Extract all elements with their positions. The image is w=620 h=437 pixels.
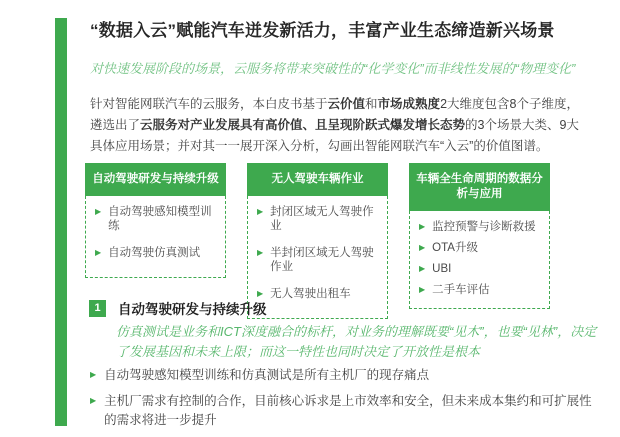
card-item — [95, 205, 220, 233]
section-number-badge: 1 — [89, 300, 106, 317]
card-item — [257, 287, 382, 301]
card-header — [247, 163, 388, 196]
bullet-arrow-icon: ▶ — [90, 370, 97, 379]
intro-segment: 和 — [365, 97, 378, 111]
card-title: 无人驾驶车辆作业 — [271, 173, 364, 185]
card-title: 车辆全生命周期的数据分析与应用 — [416, 173, 543, 200]
intro-paragraph — [90, 94, 590, 157]
card-item-label: 半封闭区域无人驾驶作业 — [270, 247, 374, 273]
section-bullets — [90, 366, 595, 437]
bullet-row — [90, 392, 595, 430]
card-header — [409, 163, 550, 211]
intro-segment: 云价值 — [327, 97, 366, 111]
card-item — [419, 241, 544, 255]
bullet-arrow-icon: ▶ — [90, 396, 97, 405]
bullet-row — [90, 366, 595, 385]
scenario-card-lifecycle-data — [409, 163, 550, 296]
card-title: 自动驾驶研发与持续升级 — [92, 173, 219, 185]
scenario-card-autonomous-rd — [85, 163, 226, 277]
card-item-label: 无人驾驶出租车 — [270, 288, 351, 300]
card-item — [257, 246, 382, 274]
card-item — [419, 283, 544, 297]
page-subtitle: 对快速发展阶段的场景，云服务将带来突破性的“化学变化”而非线性发展的“物理变化” — [90, 61, 576, 76]
scenario-cards-row — [85, 163, 550, 300]
card-body — [409, 211, 550, 309]
bullet-arrow-icon: ▶ — [419, 243, 426, 252]
card-item — [257, 205, 382, 233]
card-item-label: 自动驾驶感知模型训练 — [108, 206, 212, 232]
card-item-label: 二手车评估 — [432, 284, 490, 296]
card-header — [85, 163, 226, 196]
card-item-label: 自动驾驶仿真测试 — [108, 247, 201, 259]
intro-segment: 的3个场景大类、9大具体应用场景；并对其一一展开深入分析，勾画出智能网联汽车“入云”的价值图谱。 — [90, 118, 579, 153]
left-accent-bar — [55, 18, 67, 426]
card-item — [95, 246, 220, 260]
bullet-arrow-icon: ▶ — [419, 285, 426, 294]
section-header — [89, 298, 267, 318]
card-item-label: OTA升级 — [432, 242, 478, 254]
scenario-card-unmanned-operation — [247, 163, 388, 300]
card-item-label: 封闭区域无人驾驶作业 — [270, 206, 374, 232]
section-quote: 仿真测试是业务和ICT深度融合的标杆，对业务的理解既要“见木”，也要“见林”，决定了发展基因和未来上限；而这一特性也同时决定了开放性是根本 — [116, 324, 597, 359]
card-body — [247, 196, 388, 319]
intro-segment: 市场成熟度 — [377, 97, 441, 111]
intro-segment: 针对智能网联汽车的云服务，本白皮书基于 — [90, 97, 328, 111]
card-item-label: 监控预警与诊断救援 — [432, 221, 536, 233]
intro-segment: 2大维度包含8个子维度，遴选出了 — [90, 97, 579, 132]
page-title: “数据入云”赋能汽车迸发新活力，丰富产业生态缔造新兴场景 — [90, 21, 555, 40]
card-item — [419, 262, 544, 276]
card-item — [419, 220, 544, 234]
card-body — [85, 196, 226, 278]
bullet-arrow-icon: ▶ — [95, 248, 102, 257]
card-item-label: UBI — [432, 263, 452, 275]
bullet-arrow-icon: ▶ — [257, 207, 264, 216]
bullet-arrow-icon: ▶ — [419, 264, 426, 273]
bullet-arrow-icon: ▶ — [95, 207, 102, 216]
bullet-arrow-icon: ▶ — [257, 289, 264, 298]
bullet-label: 自动驾驶感知模型训练和仿真测试是所有主机厂的现存痛点 — [104, 368, 430, 382]
bullet-arrow-icon: ▶ — [419, 222, 426, 231]
intro-segment: 云服务对产业发展具有高价值、且呈现阶跃式爆发增长态势 — [140, 118, 466, 132]
bullet-label: 主机厂需求有控制的合作，目前核心诉求是上市效率和安全，但未来成本集约和可扩展性的需求将进一步提升 — [104, 394, 592, 427]
section-title: 自动驾驶研发与持续升级 — [118, 302, 267, 317]
bullet-arrow-icon: ▶ — [257, 248, 264, 257]
